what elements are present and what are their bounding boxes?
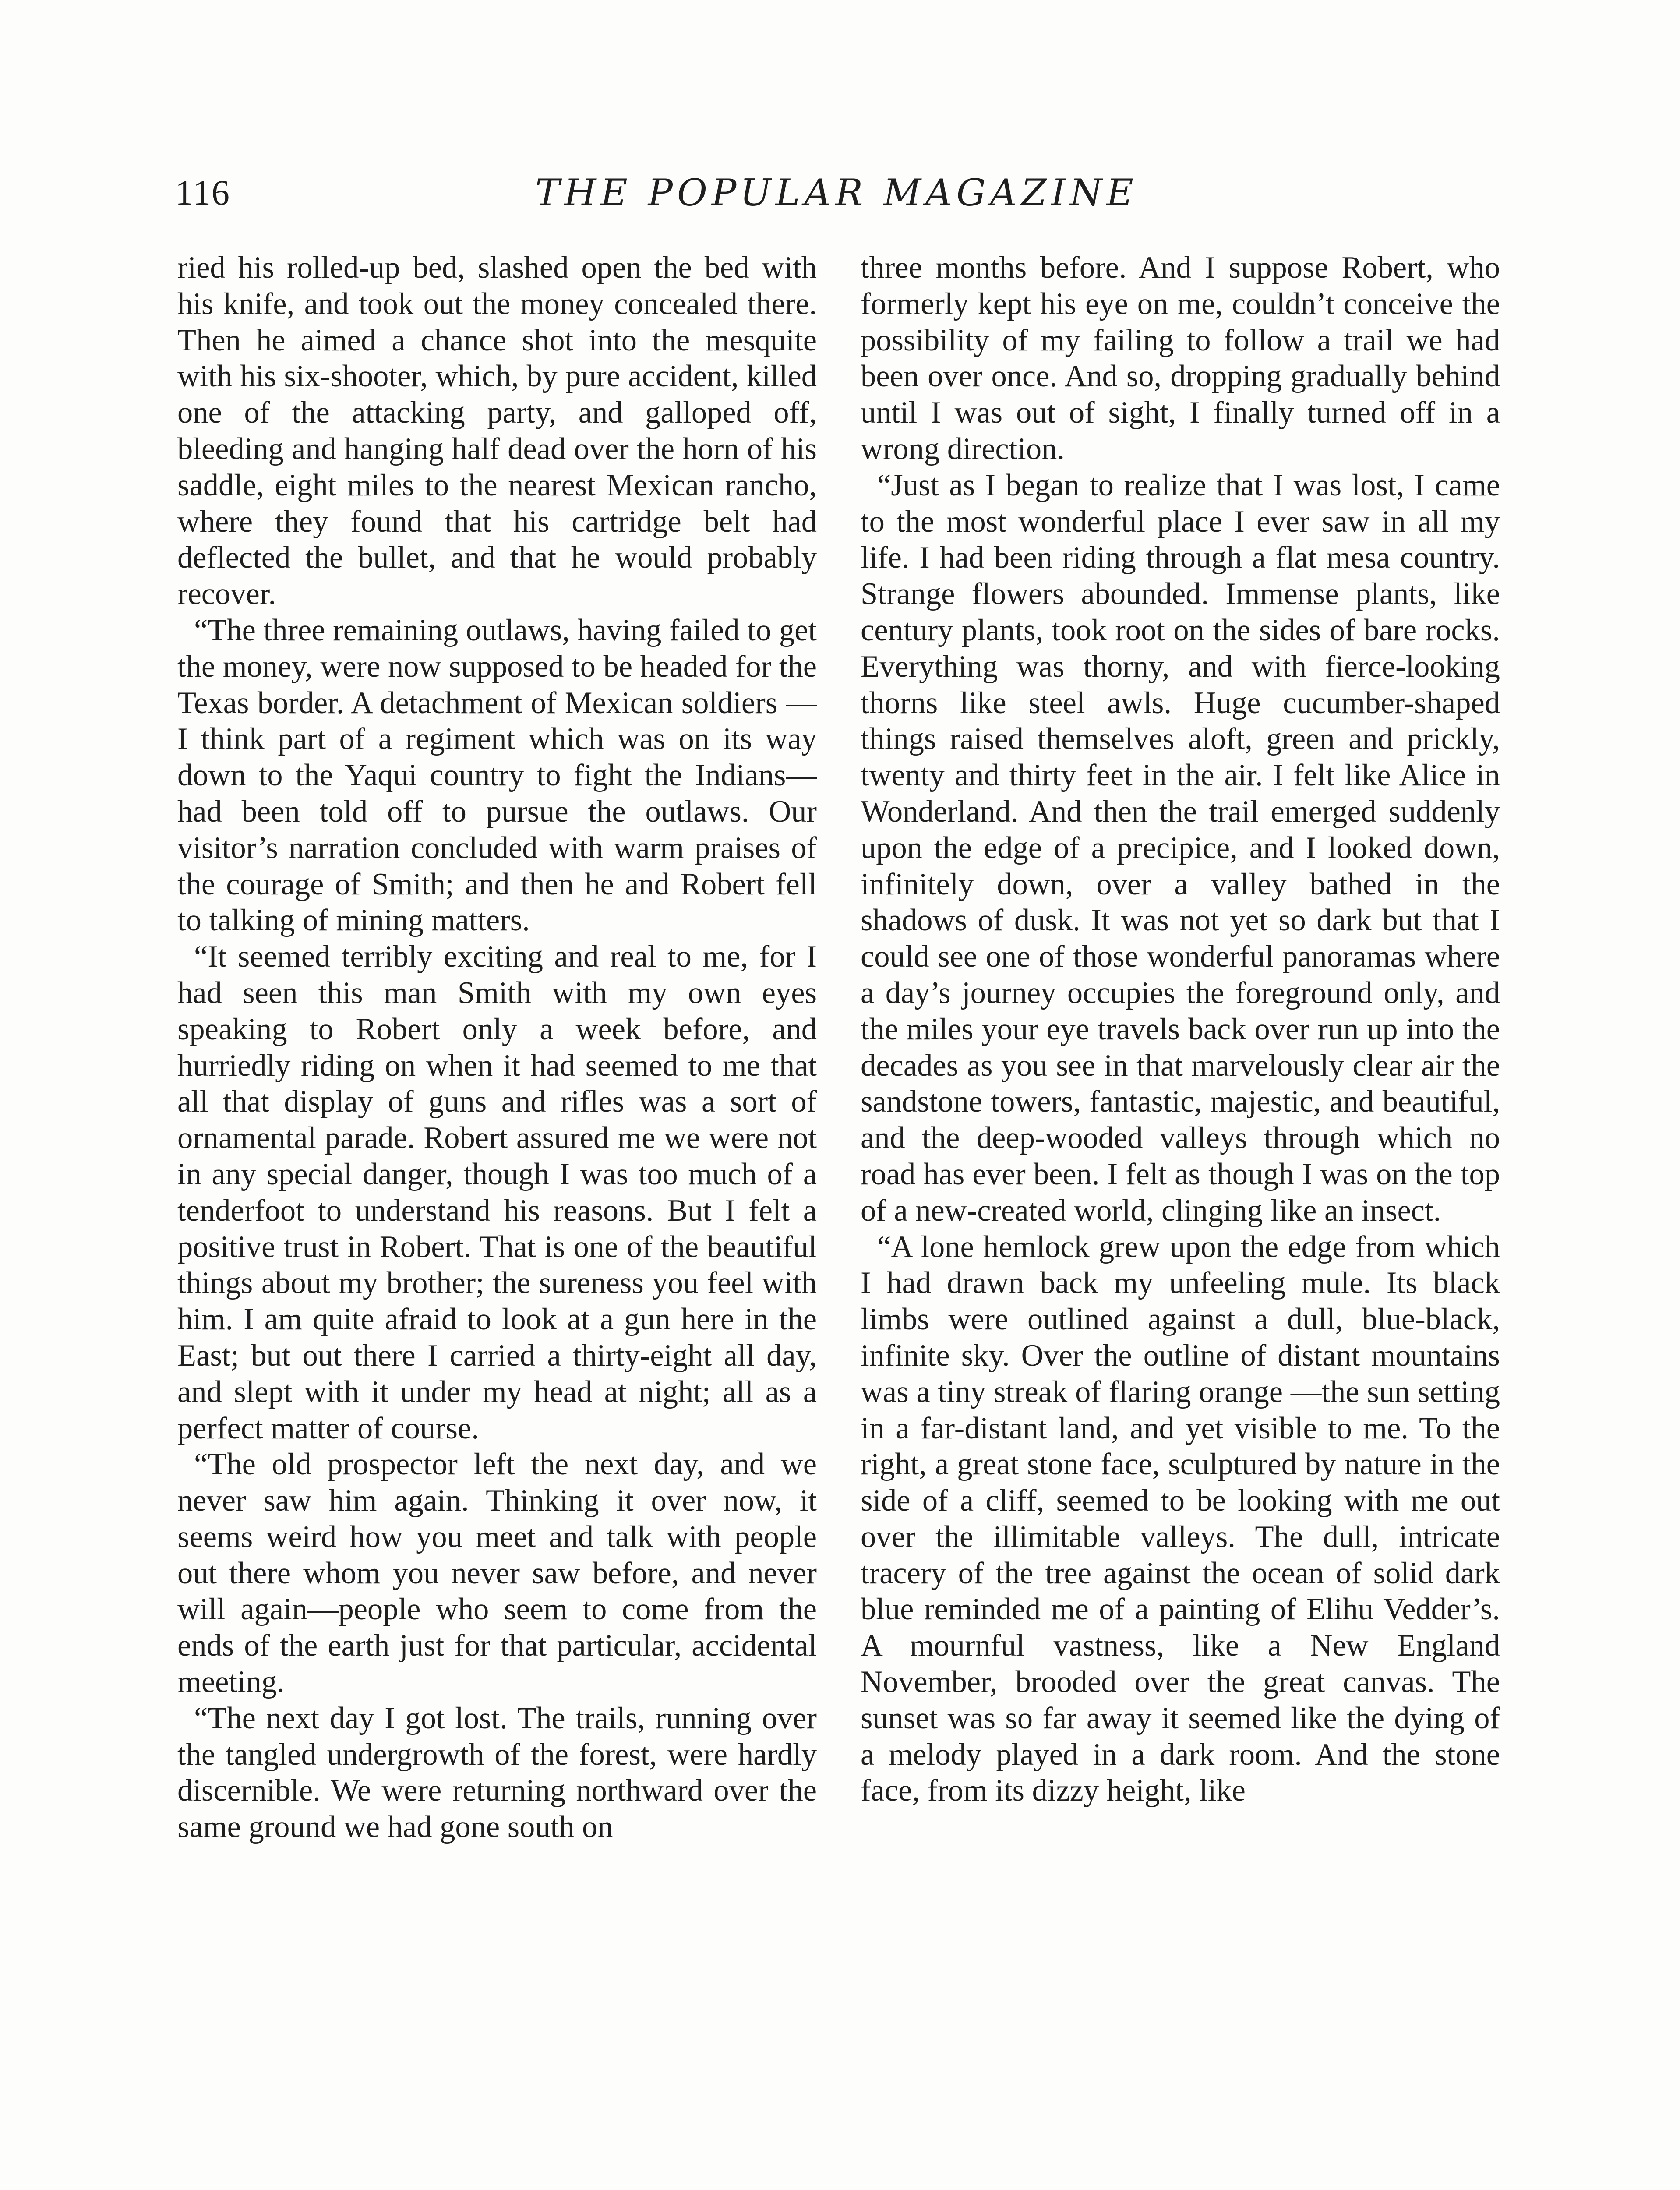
paragraph: “The old prospector left the next day, and we never saw him again. Thinking it over now, it seems weird how you meet and talk with people out there whom you never saw before, and never will again—people who seem to come from the ends of the earth just for that particular, accidental meeting. xyxy=(177,1447,817,1699)
page-number: 116 xyxy=(175,173,230,212)
right-column xyxy=(861,250,1500,1809)
paragraph: “The next day I got lost. The trails, running over the tangled undergrowth of the forest, were hardly discernible. We were returning northward over the same ground we had gone south on xyxy=(177,1701,817,1844)
paragraph: “It seemed terribly exciting and real to me, for I had seen this man Smith with my own eyes speaking to Robert only a week before, and hurriedly riding on when it had seemed to me that all that display of guns and rifles was a sort of ornamental parade. Robert assured me we were not in any special danger, though I was too much of a tenderfoot to understand his reasons. But I felt a positive trust in Robert. That is one of the beautiful things about my brother; the sureness you feel with him. I am quite afraid to look at a gun here in the East; but out there I carried a thirty-eight all day, and slept with it under my head at night; all as a perfect matter of course. xyxy=(177,940,817,1445)
running-head: THE POPULAR MAGAZINE xyxy=(535,171,1138,214)
paragraph: “The three remaining outlaws, having failed to get the money, were now supposed to be headed for the Texas border. A detachment of Mexican soldiers —I think part of a regiment which was on its way down to the Yaqui country to fight the Indians—had been told off to pursue the outlaws. Our visitor’s narration concluded with warm praises of the courage of Smith; and then he and Robert fell to talking of mining matters. xyxy=(177,613,817,938)
paragraph-continued: three months before. And I suppose Robert, who formerly kept his eye on me, couldn’t conceive the possibility of my failing to follow a trail we had been over once. And so, dropping gradually behind until I was out of sight, I finally turned off in a wrong direction. xyxy=(861,251,1500,466)
left-column xyxy=(177,250,817,1845)
page-header xyxy=(175,166,1498,219)
paragraph: “A lone hemlock grew upon the edge from which I had drawn back my unfeeling mule. Its black limbs were outlined against a dull, blue-black, infinite sky. Over the outline of distant mountains was a tiny streak of flaring orange —the sun setting in a far-distant land, and yet visible to me. To the right, a great stone face, sculptured by nature in the side of a cliff, seemed to be looking with me out over the illimitable valleys. The dull, intricate tracery of the tree against the ocean of solid dark blue reminded me of a painting of Elihu Vedder’s. A mournful vastness, like a New England November, brooded over the great canvas. The sunset was so far away it seemed like the dying of a melody played in a dark room. And the stone face, from its dizzy height, like xyxy=(861,1229,1500,1808)
paragraph-continued: ried his rolled-up bed, slashed open the bed with his knife, and took out the money concealed there. Then he aimed a chance shot into the mesquite with his six-shooter, which, by pure accident, killed one of the attacking party, and galloped off, bleeding and hanging half dead over the horn of his saddle, eight miles to the nearest Mexican rancho, where they found that his cartridge belt had deflected the bullet, and that he would probably recover. xyxy=(177,251,817,611)
paragraph: “Just as I began to realize that I was lost, I came to the most wonderful place I ever saw in all my life. I had been riding through a flat mesa country. Strange flowers abounded. Immense plants, like century plants, took root on the sides of bare rocks. Everything was thorny, and with fierce-looking thorns like steel awls. Huge cucumber-shaped things raised themselves aloft, green and prickly, twenty and thirty feet in the air. I felt like Alice in Wonderland. And then the trail emerged suddenly upon the edge of a precipice, and I looked down, infinitely down, over a valley bathed in the shadows of dusk. It was not yet so dark but that I could see one of those wonderful panoramas where a day’s journey occupies the foreground only, and the miles your eye travels back over run up into the decades as you see in that marvelously clear air the sandstone towers, fantastic, majestic, and beautiful, and the deep-wooded valleys through which no road has ever been. I felt as though I was on the top of a new-created world, clinging like an insect. xyxy=(861,468,1500,1228)
